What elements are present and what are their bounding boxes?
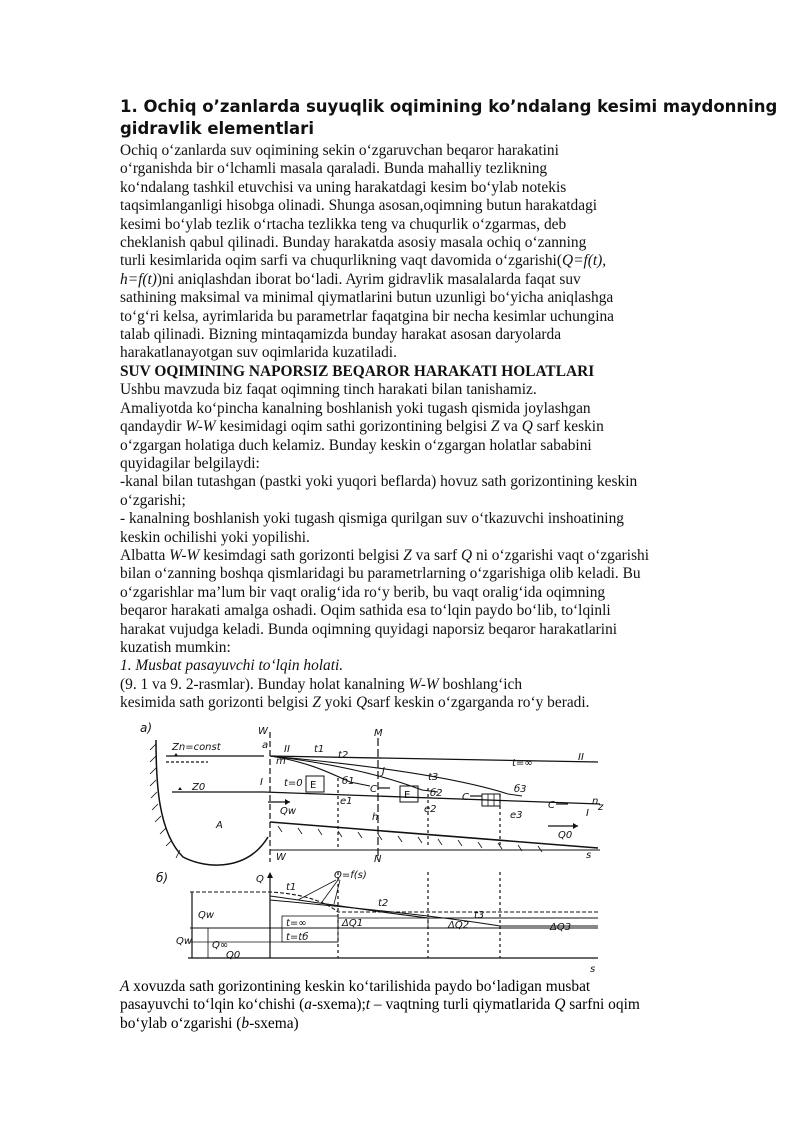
svg-text:N: N [374, 854, 382, 865]
svg-text:e1: e1 [340, 796, 353, 807]
svg-text:Z0: Z0 [192, 782, 206, 793]
svg-text:E: E [310, 780, 317, 791]
scheme-b-label: б) [156, 871, 169, 885]
svg-text:ΔQ2: ΔQ2 [448, 920, 470, 931]
svg-text:Q∞: Q∞ [212, 940, 229, 951]
figure-caption: A xovuzda sath gorizontining keskin ko‘tarilishida paydo bo‘ladigan musbat pasayuvchi to‘lqin ko‘chishi (a-sxema);t – vaqtning turli qiymatlarida Q sarfni oqim bo‘ylab o‘zgarishi (b-sxema) [120, 978, 640, 1032]
svg-text:Zn=const: Zn=const [172, 742, 221, 753]
svg-text:s: s [586, 850, 592, 861]
svg-text:z: z [598, 802, 604, 813]
svg-text:J: J [382, 766, 385, 777]
reservoir-label-A: A [216, 820, 223, 831]
svg-text:n: n [592, 796, 599, 807]
svg-text:t3: t3 [428, 772, 439, 783]
svg-text:h: h [372, 812, 379, 823]
svg-text:M: M [374, 728, 383, 739]
list-item-positive-wave: 1. Musbat pasayuvchi to‘lqin holati. [120, 657, 344, 675]
list-item-pond: -kanal bilan tutashgan (pastki yoki yuqori beflarda) hovuz sath gorizontining keskin o‘zgarishi; [120, 473, 638, 509]
svg-text:W: W [258, 726, 268, 737]
reservoir-bank [156, 740, 268, 865]
subheading: SUV OQIMINING NAPORSIZ BEQAROR HARAKATI HOLATLARI [120, 362, 595, 380]
svg-text:t2: t2 [378, 898, 389, 909]
document-page [120, 96, 778, 713]
svg-text:e2: e2 [424, 804, 437, 815]
svg-text:б1: б1 [342, 776, 355, 787]
svg-text:Q: Q [256, 874, 264, 885]
svg-text:Q0: Q0 [558, 830, 573, 841]
list-item-structure: - kanalning boshlanish yoki tugash qismiga qurilgan suv o‘tkazuvchi inshoatining keskin ochilishi yoki yopilishi. [120, 510, 624, 546]
svg-text:e3: e3 [510, 810, 523, 821]
paragraph-scope: Ushbu mavzuda biz faqat oqimning tinch harakati bilan tanishamiz. [120, 381, 537, 399]
svg-text:б3: б3 [514, 784, 527, 795]
svg-text:t=∞: t=∞ [286, 918, 307, 929]
wave-diagram-figure [138, 722, 608, 977]
svg-text:II: II [284, 744, 290, 755]
svg-text:t3: t3 [474, 910, 485, 921]
svg-text:ΔQ1: ΔQ1 [342, 918, 364, 929]
svg-text:I: I [260, 777, 263, 788]
svg-text:s: s [590, 964, 596, 975]
svg-text:II: II [578, 752, 584, 763]
svg-text:t2: t2 [338, 750, 349, 761]
svg-text:Q0: Q0 [226, 950, 241, 961]
paragraph-wave: Albatta W-W kesimdagi sath gorizonti belgisi Z va sarf Q ni o‘zgarishi vaqt o‘zgarishi bilan o‘zanning boshqa qismlaridagi bu parametrlarning o‘zgarishiga olib keladi. Bu o‘zgarishlar ma’lum bir vaqt oralig‘ida ro‘y berib, bu vaqt oralig‘ida oqimning beqaror harakati amalga oshadi. Oqim sathida esa to‘lqin paydo bo‘lib, to‘lqinli harakat vujudga keladi. Bunda oqimning quyidagi naporsiz beqaror harakatlarini kuzatish mumkin: [120, 546, 650, 656]
svg-text:б2: б2 [430, 788, 443, 799]
svg-text:m: m [276, 756, 286, 767]
svg-text:Qw: Qw [280, 806, 297, 817]
svg-text:t1: t1 [314, 744, 325, 755]
svg-text:t=0: t=0 [284, 778, 303, 789]
paragraph-intro: Ochiq o‘zanlarda suv oqimining sekin o‘zgaruvchan beqaror harakatini o‘rganishda bir o‘lchamli masala qaraladi. Bunda mahalliy tezlikning ko‘ndalang tashkil etuvchisi va uning harakatdagi kesim bo‘ylab notekis taqsimlanganligi hisobga olinadi. Shunga asosan,oqimning butun harakatdagi kesimi bo‘ylab tezlik o‘rtacha tezlikka teng va chuqurlik o‘zgarmas, deb cheklanish qabul qilinadi. Bunday harakatda asosiy masala ochiq o‘zanning turli kesimlarida oqim sarfi va chuqurlikning vaqt davomida o‘zgarishi(Q=f(t), h=f(t))ni aniqlashdan iborat bo‘ladi. Ayrim gidravlik masalalarda faqat suv sathining maksimal va minimal qiymatlarini butun uzunligi bo‘yicha aniqlashga to‘g‘ri kelsa, ayrimlarida bu parametrlar faqatgina bir necha kesimlar uchungina talab qilinadi. Bizning mintaqamizda bunday harakat asosan daryolarda harakatlanayotgan suv oqimlarida kuzatiladi. [120, 142, 615, 362]
svg-text:t=tб: t=tб [286, 932, 309, 943]
body-text [120, 142, 680, 713]
svg-text:t=∞: t=∞ [512, 758, 533, 769]
svg-text:E: E [404, 790, 411, 801]
svg-text:Qw: Qw [198, 910, 215, 921]
svg-text:a: a [262, 740, 269, 751]
svg-text:C: C [548, 800, 555, 811]
scheme-a-label: a) [140, 722, 153, 735]
svg-text:W: W [276, 852, 286, 863]
svg-text:C: C [370, 784, 377, 795]
svg-text:C: C [462, 792, 469, 803]
paragraph-figref: (9. 1 va 9. 2-rasmlar). Bunday holat kanalning W-W boshlang‘ich kesimida sath gorizonti belgisi Z yoki Qsarf keskin o‘zgarganda ro‘y beradi. [120, 675, 590, 712]
section-title: 1. Ochiq o’zanlarda suyuqlik oqimining ko’ndalang kesimi maydonning gidravlik elementlari [120, 97, 778, 138]
svg-text:I: I [586, 808, 589, 819]
svg-text:Q=f(s): Q=f(s) [334, 870, 367, 881]
paragraph-practice: Amaliyotda ko‘pincha kanalning boshlanish yoki tugash qismida joylashgan qandaydir W-W kesimidagi oqim sathi gorizontining belgisi Z va Q sarf keskin o‘zgargan holatiga duch kelamiz. Bunday keskin o‘zgargan holatlar sababini quyidagilar belgilaydi: [120, 399, 604, 472]
svg-text:t1: t1 [286, 882, 297, 893]
svg-text:ΔQ3: ΔQ3 [550, 922, 572, 933]
svg-text:Qw: Qw [176, 936, 193, 947]
